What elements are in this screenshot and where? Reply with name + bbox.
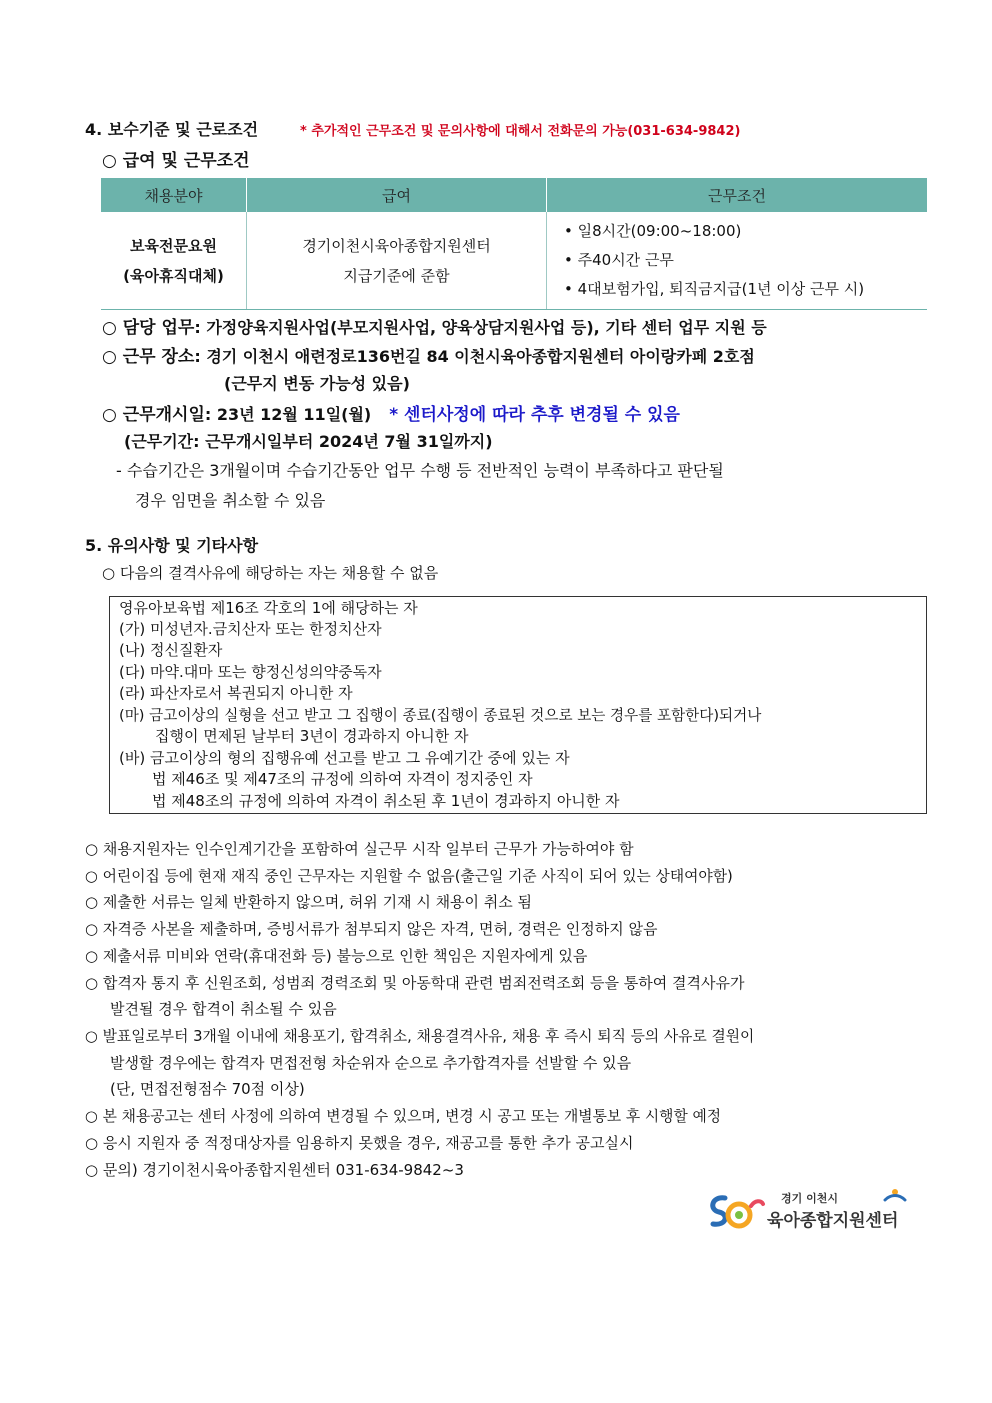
note-item: ○ 어린이집 등에 현재 재직 중인 근무자는 지원할 수 없음(출근일 기준 사직이 되어 있는 상태여야함) [85, 868, 733, 885]
note-item: ○ 채용지원자는 인수인계기간을 포함하여 실근무 시작 일부터 근무가 가능하여야 함 [85, 840, 634, 858]
box-line: (나) 정신질환자 [119, 641, 223, 659]
field-cell [101, 212, 247, 310]
box-line: (가) 미성년자.금치산자 또는 한정치산자 [119, 620, 382, 638]
start-text: : 23년 12월 11일(월) [204, 405, 372, 424]
box-line: (라) 파산자로서 복권되지 아니한 자 [119, 684, 353, 702]
salary-table [101, 178, 927, 310]
duty-label: ○ 담당 업무 [102, 318, 195, 338]
note-item: ○ 자격증 사본을 제출하며, 증빙서류가 첨부되지 않은 자격, 면허, 경력은 인정하지 않음 [85, 920, 658, 938]
logo-main-text: 육아종합지원센터 [767, 1211, 899, 1231]
condition-item: • 일8시간(09:00~18:00) [564, 222, 742, 240]
condition-item: • 주40시간 근무 [564, 251, 674, 269]
section4-contact-note: * 추가적인 근무조건 및 문의사항에 대해서 전화문의 가능(031-634-9842) [300, 124, 741, 139]
note-item: ○ 제출서류 미비와 연락(휴대전화 등) 불능으로 인한 책임은 지원자에게 있음 [85, 947, 588, 965]
conditions-cell [547, 212, 928, 310]
note-item: ○ 발표일로부터 3개월 이내에 채용포기, 합격취소, 채용결격사유, 채용 후 즉시 퇴직 등의 사유로 결원이 [85, 1028, 755, 1045]
section5-title: 5. 유의사항 및 기타사항 [85, 536, 259, 555]
place-label: ○ 근무 장소 [102, 347, 195, 367]
table-header-conditions: 근무조건 [547, 178, 928, 212]
pay-cell [247, 212, 547, 310]
table-row [101, 212, 927, 310]
note-item: ○ 제출한 서류는 일체 반환하지 않으며, 허위 기재 시 채용이 취소 됨 [85, 893, 533, 911]
logo-figure-icon [883, 1188, 907, 1204]
note-item: ○ 합격자 통지 후 신원조회, 성범죄 경력조회 및 아동학대 관련 범죄전력조회 등을 통하여 결격사유가 [85, 974, 745, 992]
condition-item: • 4대보험가입, 퇴직금지급(1년 이상 근무 시) [564, 280, 865, 298]
start-label: ○ 근무개시일 [102, 405, 205, 425]
box-line: (다) 마약.대마 또는 향정신성의약중독자 [119, 663, 382, 681]
logo-emblem-icon [705, 1188, 767, 1232]
pay-line2: 지급기준에 준함 [343, 266, 450, 285]
logo-small-text: 경기 이천시 [781, 1192, 838, 1205]
note-item-continued: 발견될 경우 합격이 취소될 수 있음 [110, 1000, 337, 1018]
salary-subtitle: ○ 급여 및 근무조건 [102, 151, 250, 171]
salary-table-header [101, 178, 927, 212]
duty-text: : 가정양육지원사업(부모지원사업, 양육상담지원사업 등), 기타 센터 업무 지원 등 [194, 318, 767, 337]
note-item-continued: 발생할 경우에는 합격자 면접전형 차순위자 순으로 추가합격자를 선발할 수 있음 [110, 1054, 632, 1072]
note-item-continued: (단, 면접전형점수 70점 이상) [110, 1080, 305, 1098]
section4-title: 4. 보수기준 및 근로조건 [85, 120, 259, 139]
pay-line1: 경기이천시육아종합지원센터 [302, 236, 491, 255]
field-name: 보육전문요원 [130, 236, 217, 255]
work-period: (근무기간: 근무개시일부터 2024년 7월 31일까지) [124, 432, 493, 451]
contact-note: ○ 문의) 경기이천시육아종합지원센터 031-634-9842~3 [85, 1161, 464, 1179]
table-header-pay: 급여 [247, 178, 547, 212]
probation-line1: - 수습기간은 3개월이며 수습기간동안 업무 수행 등 전반적인 능력이 부족하다고 판단될 [116, 461, 724, 480]
center-logo [705, 1188, 910, 1232]
box-line: 집행이 면제된 날부터 3년이 경과하지 아니한 자 [155, 727, 469, 745]
box-line: (마) 금고이상의 실형을 선고 받고 그 집행이 종료(집행이 종료된 것으로 보는 경우를 포함한다)되거나 [119, 707, 762, 724]
start-change-note: * 센터사정에 따라 추후 변경될 수 있음 [389, 405, 680, 425]
place-line [102, 342, 755, 367]
start-line [102, 400, 680, 425]
probation-line2: 경우 임면을 취소할 수 있음 [135, 491, 326, 510]
note-item: ○ 응시 지원자 중 적정대상자를 임용하지 못했을 경우, 재공고를 통한 추가 공고실시 [85, 1134, 634, 1152]
place-note: (근무지 변동 가능성 있음) [224, 374, 410, 393]
disqualification-box [109, 596, 927, 814]
box-line: 영유아보육법 제16조 각호의 1에 해당하는 자 [119, 599, 418, 617]
disqualification-intro: ○ 다음의 결격사유에 해당하는 자는 채용할 수 없음 [102, 564, 439, 582]
table-header-field: 채용분야 [101, 178, 247, 212]
place-text: : 경기 이천시 애련정로136번길 84 이천시육아종합지원센터 아이랑카페 2호점 [194, 347, 755, 366]
box-line: (바) 금고이상의 형의 집행유예 선고를 받고 그 유예기간 중에 있는 자 [119, 749, 570, 767]
box-line: 법 제48조의 규정에 의하여 자격이 취소된 후 1년이 경과하지 아니한 자 [152, 792, 620, 810]
box-line: 법 제46조 및 제47조의 규정에 의하여 자격이 정지중인 자 [152, 770, 533, 788]
duty-line [102, 313, 767, 338]
field-note: (육아휴직대체) [123, 266, 224, 285]
note-item: ○ 본 채용공고는 센터 사정에 의하여 변경될 수 있으며, 변경 시 공고 또는 개별통보 후 시행할 예정 [85, 1108, 722, 1125]
conditions-list [548, 213, 926, 308]
